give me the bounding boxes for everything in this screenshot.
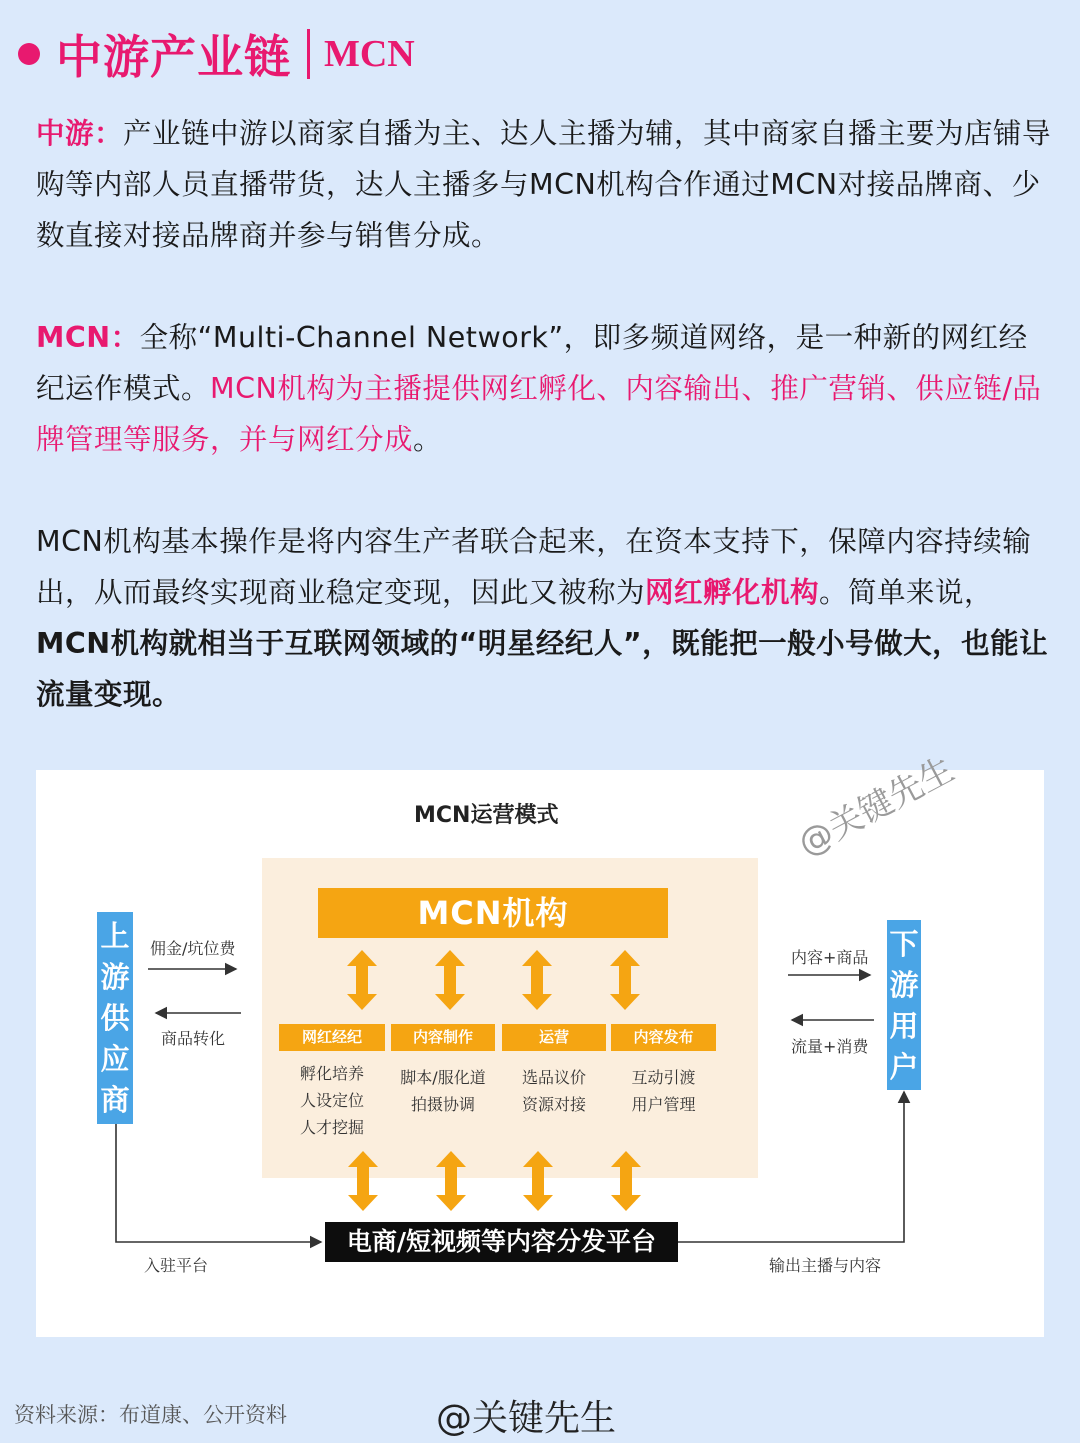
para-bold: MCN机构就相当于互联网领域的“明星经纪人”，既能把一般小号做大，也能让流量变现。 [36, 627, 1049, 711]
category-talent-management: 网红经纪 [279, 1024, 385, 1051]
category-content-publishing: 内容发布 [611, 1024, 716, 1051]
page-header [18, 22, 415, 86]
label-join-platform: 入驻平台 [144, 1256, 209, 1275]
author-watermark: @关键先生 [436, 1398, 617, 1439]
source-note: 资料来源：布道康、公开资料 [14, 1403, 287, 1427]
category-item: 孵化培养 [299, 1064, 364, 1083]
label-output-streamers: 输出主播与内容 [769, 1256, 882, 1275]
para-highlight: MCN机构为主播提供网红孵化、内容输出、推广营销、供应链/品牌管理等服务，并与网红分成 [36, 372, 1042, 456]
double-arrow-icon [523, 1151, 553, 1211]
para-end: 。 [413, 423, 443, 456]
double-arrow-icon [610, 950, 640, 1010]
paragraph-mcn [36, 312, 1056, 465]
page-subtitle: MCN [324, 33, 415, 75]
arrow-from-platform [678, 1092, 904, 1242]
arrow-to-platform [116, 1122, 321, 1242]
diagram-watermark: @关键先生 [791, 749, 961, 865]
mcn-institution-box: MCN机构 [318, 888, 668, 938]
title-divider [307, 29, 310, 79]
distribution-platform-box: 电商/短视频等内容分发平台 [325, 1222, 678, 1262]
double-arrow-icon [611, 1151, 641, 1211]
para-highlight: 网红孵化机构 [645, 576, 820, 609]
double-arrow-icon [522, 950, 552, 1010]
para-label: 中游： [36, 117, 124, 150]
para-text-2: 。简单来说， [819, 576, 994, 609]
category-content-production: 内容制作 [391, 1024, 495, 1051]
label-traffic-consumption: 流量+消费 [791, 1037, 869, 1056]
downstream-user-bar [887, 920, 921, 1090]
category-item: 脚本/服化道 [400, 1068, 486, 1087]
category-item: 人设定位 [299, 1091, 364, 1110]
label-product-conversion: 商品转化 [161, 1029, 226, 1048]
bullet-dot-icon [18, 43, 40, 65]
label-content-product: 内容+商品 [791, 948, 869, 967]
diagram-title: MCN运营模式 [414, 803, 559, 828]
para-text: MCN机构基本操作是将内容生产者联合起来，在资本支持下，保障内容持续输出，从而最终实现商业稳定变现，因此又被称为 [36, 525, 1032, 609]
double-arrow-icon [436, 1151, 466, 1211]
mcn-diagram [36, 749, 1044, 1337]
label-commission: 佣金/坑位费 [150, 939, 236, 958]
paragraph-operations [36, 516, 1056, 720]
category-item: 人才挖掘 [299, 1118, 364, 1137]
para-text: 全称“Multi-Channel Network”，即多频道网络，是一种新的网红经纪运作模式。 [36, 321, 1028, 405]
category-item: 互动引渡 [631, 1068, 696, 1087]
category-item: 选品议价 [521, 1068, 586, 1087]
category-item: 拍摄协调 [410, 1095, 475, 1114]
double-arrow-icon [348, 1151, 378, 1211]
double-arrow-icon [435, 950, 465, 1010]
upstream-supplier-bar [97, 912, 133, 1124]
paragraph-midstream [36, 108, 1056, 261]
category-item: 资源对接 [521, 1095, 586, 1114]
downstream-user-label: 下游用户 [889, 927, 919, 1084]
para-text: 产业链中游以商家自播为主、达人主播为辅，其中商家自播主要为店铺导购等内部人员直播带货，达人主播多与MCN机构合作通过MCN对接品牌商、少数直接对接品牌商并参与销售分成。 [36, 117, 1052, 252]
double-arrow-icon [347, 950, 377, 1010]
category-item: 用户管理 [631, 1095, 696, 1114]
category-operations: 运营 [502, 1024, 606, 1051]
page-title: 中游产业链 [56, 30, 291, 84]
upstream-supplier-label: 上游供应商 [100, 919, 130, 1117]
para-label: MCN： [36, 321, 140, 354]
